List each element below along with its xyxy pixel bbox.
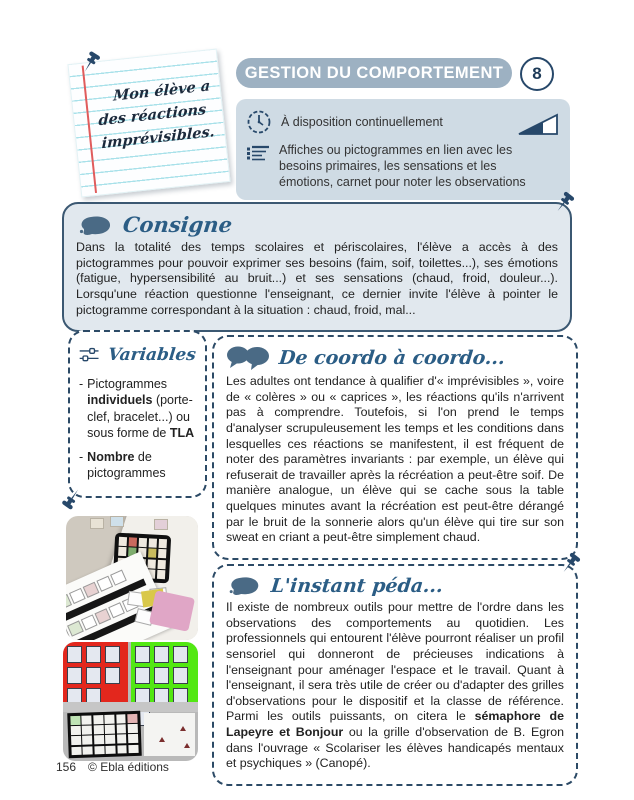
page-footer xyxy=(56,760,169,774)
consigne-body: Dans la totalité des temps scolaires et périscolaires, l'élève a accès à des pictogrammes pour pouvoir exprimer ses besoins (faim, soif, toilettes...), ses émotions (fatigue, hypersensibilité au bruit...) et ses sensations (chaud, froid, douleur...). Lorsqu'une réaction questionne l'enseignant, ce dernier invite l'élève à pointer le pictogramme correspondant à la situation : chaud, froid, mal... xyxy=(76,240,558,317)
availability-row xyxy=(246,109,558,135)
variables-item-text: Nombre de pictogrammes xyxy=(87,450,166,481)
scribble-blob-icon xyxy=(76,213,114,237)
variables-item-text: Pictogrammes individuels (porte-clef, bracelet...) ou sous forme de TLA xyxy=(87,377,195,440)
clock-icon xyxy=(246,109,272,135)
page-title xyxy=(236,58,512,88)
photo-pictogram-wall xyxy=(63,642,198,761)
variables-title: Variables xyxy=(107,345,198,365)
note-line: imprévisibles. xyxy=(101,123,215,153)
fiche-number-badge xyxy=(520,57,554,91)
red-panel xyxy=(63,642,128,704)
note-line: des réactions xyxy=(98,101,207,130)
variables-box xyxy=(68,330,207,498)
coordo-box xyxy=(212,335,578,560)
pushpin-icon xyxy=(556,552,582,578)
consigne-title-row xyxy=(76,212,558,237)
consigne-box xyxy=(62,202,572,332)
note-margin-line xyxy=(82,66,97,193)
sticky-note xyxy=(67,49,230,198)
instant-title: L'instant péda... xyxy=(269,574,445,597)
variables-item xyxy=(79,449,196,482)
instant-title-row xyxy=(226,574,564,597)
instant-body: Il existe de nombreux outils pour mettre de l'ordre dans les observations des comportements au quotidien. Les professionnels qui entourent l'élève pourront réaliser un profil sensoriel qui donneront de précieuses indications à l'enseignant pour aménager l'espace et le travail. Quant à l'enseignant, il sera très utile de créer ou d'adapter des grilles d'observations pour le dispositif et la classe de référence. Parmi les outils puissants, on citera le sémaphore de Lapeyre et Bonjour ou la grille d'observation de B. Egron dans l'ouvrage « Scolariser les élèves handicapés mentaux et psychiques » (Canopé). xyxy=(226,600,565,771)
pictogram-grid-board xyxy=(68,711,142,759)
info-box xyxy=(236,99,570,200)
scribble-blob-icon xyxy=(226,574,262,597)
variables-title-row xyxy=(79,342,196,368)
instant-peda-box xyxy=(212,564,578,786)
variables-item xyxy=(79,376,196,441)
sliders-icon xyxy=(79,342,99,368)
pushpin-icon xyxy=(60,484,86,510)
note-line: Mon élève a xyxy=(112,77,211,105)
photo-pictogram-desk xyxy=(66,516,198,640)
bullet: - xyxy=(79,450,84,464)
fiche-number: 8 xyxy=(532,64,542,83)
consigne-title: Consigne xyxy=(121,212,234,237)
materials-row xyxy=(246,142,558,190)
coordo-body: Les adultes ont tendance à qualifier d'« imprévisibles », voire de « colères » ou « caprices », les réactions qu'ils n'arrivent pas à comprendre. Toutefois, si l'on prend le temps d'analyser scrupuleusement les temps et les conditions dans lesquelles ces réactions se manifestent, il est fréquent de noter des paramètres invariants : par exemple, un élève qui refuserait de travailler après la récréation a peut-être soif. De manière analogue, un élève qui se cache sous la table quelques minutes avant la récréation est peut-être dérangé par le bruit de la sonnerie alors qu'un élève qui tire sur son sweat en criant a peut-être simplement chaud. xyxy=(226,374,564,545)
speech-bubbles-icon xyxy=(226,345,270,371)
pushpin-icon xyxy=(550,191,576,217)
difficulty-level-icon xyxy=(518,113,558,135)
page-title-label: GESTION DU COMPORTEMENT xyxy=(244,63,504,82)
note-text xyxy=(97,74,216,156)
checklist-icon xyxy=(246,142,270,166)
publisher: © Ebla éditions xyxy=(88,760,169,774)
coordo-title-row xyxy=(226,345,564,371)
availability-text: À disposition continuellement xyxy=(281,115,443,129)
page-number: 156 xyxy=(56,760,77,774)
coordo-title: De coordo à coordo... xyxy=(277,347,507,369)
pushpin-icon xyxy=(75,50,104,79)
green-panel xyxy=(131,642,199,704)
white-panel xyxy=(144,713,195,756)
materials-text: Affiches ou pictogrammes en lien avec les besoins primaires, les sensations et les émotions, carnet pour noter les observations xyxy=(279,143,526,189)
bullet: - xyxy=(79,377,84,391)
